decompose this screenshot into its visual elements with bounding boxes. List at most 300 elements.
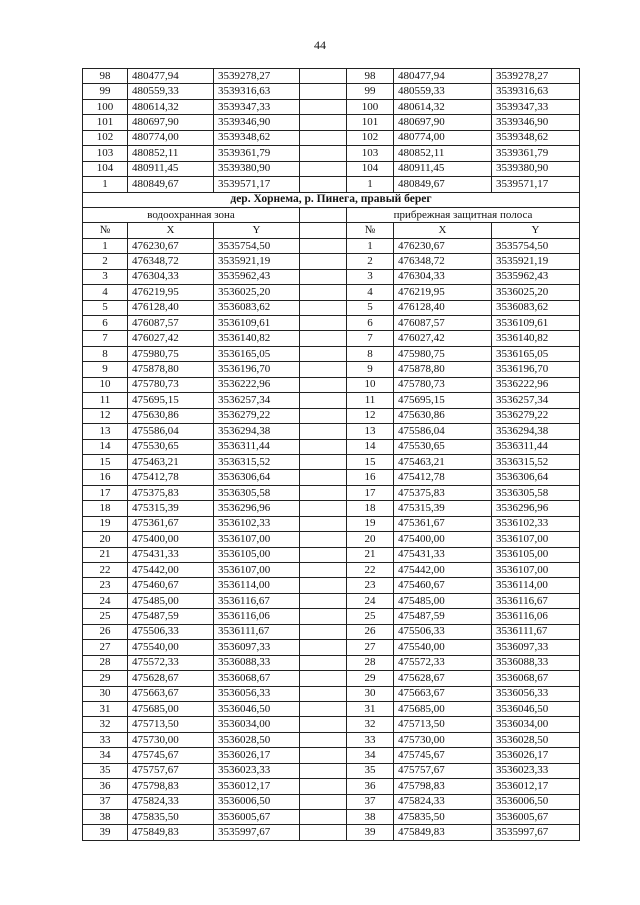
table-row: [83, 748, 580, 763]
right-point-number: 17: [347, 485, 394, 500]
left-point-number: 26: [83, 624, 128, 639]
table-row: [83, 454, 580, 469]
right-point-number: 12: [347, 408, 394, 423]
right-x-value: 475798,83: [394, 779, 492, 794]
coordinates-table: [82, 68, 580, 841]
section-title: дер. Хорнема, р. Пинега, правый берег: [83, 192, 580, 207]
left-y-value: 3536102,33: [214, 516, 300, 531]
left-x-value: 480852,11: [128, 146, 214, 161]
left-y-value: 3536028,50: [214, 732, 300, 747]
column-gap: [300, 748, 347, 763]
right-y-value: 3536107,00: [492, 532, 580, 547]
left-x-value: 475745,67: [128, 748, 214, 763]
table-row: [83, 516, 580, 531]
right-x-value: 475663,67: [394, 686, 492, 701]
column-gap: [300, 454, 347, 469]
right-x-value: 475695,15: [394, 393, 492, 408]
right-point-number: 6: [347, 316, 394, 331]
right-point-number: 18: [347, 501, 394, 516]
right-x-value: 480697,90: [394, 115, 492, 130]
column-gap: [300, 223, 347, 238]
column-gap: [300, 377, 347, 392]
right-point-number: 37: [347, 794, 394, 809]
right-point-number: 9: [347, 362, 394, 377]
right-point-number: 38: [347, 810, 394, 825]
left-x-value: 475780,73: [128, 377, 214, 392]
right-y-value: 3539278,27: [492, 69, 580, 84]
left-x-value: 476348,72: [128, 254, 214, 269]
column-gap: [300, 300, 347, 315]
left-y-value: 3536140,82: [214, 331, 300, 346]
left-y-value: 3539348,62: [214, 130, 300, 145]
right-x-value: 475442,00: [394, 563, 492, 578]
right-x-value: 475431,33: [394, 547, 492, 562]
column-gap: [300, 825, 347, 840]
column-gap: [300, 609, 347, 624]
left-y-value: 3536222,96: [214, 377, 300, 392]
left-y-value: 3536109,61: [214, 316, 300, 331]
left-point-number: 3: [83, 269, 128, 284]
right-y-value: 3539316,63: [492, 84, 580, 99]
right-point-number: 35: [347, 763, 394, 778]
right-x-value: 480477,94: [394, 69, 492, 84]
right-y-value: 3536034,00: [492, 717, 580, 732]
table-row: [83, 763, 580, 778]
table-row: [83, 470, 580, 485]
left-point-number: 10: [83, 377, 128, 392]
right-y-value: 3536068,67: [492, 671, 580, 686]
right-y-value: 3535997,67: [492, 825, 580, 840]
section-header: [83, 192, 580, 238]
right-point-number: 24: [347, 593, 394, 608]
left-y-value: 3536012,17: [214, 779, 300, 794]
right-y-value: 3536111,67: [492, 624, 580, 639]
left-point-number: 1: [83, 238, 128, 253]
table-row: [83, 794, 580, 809]
left-y-value: 3536116,67: [214, 593, 300, 608]
left-y-value: 3536025,20: [214, 285, 300, 300]
left-x-value: 480697,90: [128, 115, 214, 130]
right-x-value: 475412,78: [394, 470, 492, 485]
left-y-value: 3539571,17: [214, 177, 300, 192]
left-y-value: 3536305,58: [214, 485, 300, 500]
table-row: [83, 331, 580, 346]
left-point-number: 31: [83, 701, 128, 716]
column-gap: [300, 671, 347, 686]
left-point-number: 25: [83, 609, 128, 624]
table-row: [83, 655, 580, 670]
right-y-value: 3536107,00: [492, 563, 580, 578]
section-rows: [83, 238, 580, 840]
table-row: [83, 578, 580, 593]
right-x-value: 475400,00: [394, 532, 492, 547]
right-point-number: 5: [347, 300, 394, 315]
right-x-value: 476230,67: [394, 238, 492, 253]
left-y-value: 3536114,00: [214, 578, 300, 593]
table-row: [83, 732, 580, 747]
left-point-number: 7: [83, 331, 128, 346]
right-point-number: 27: [347, 640, 394, 655]
column-gap: [300, 115, 347, 130]
left-y-value: 3536005,67: [214, 810, 300, 825]
right-y-value: 3539347,33: [492, 99, 580, 114]
right-point-number: 34: [347, 748, 394, 763]
right-point-number: 33: [347, 732, 394, 747]
right-x-value: 475628,67: [394, 671, 492, 686]
left-point-number: 38: [83, 810, 128, 825]
table-row: [83, 130, 580, 145]
column-gap: [300, 346, 347, 361]
left-point-number: 20: [83, 532, 128, 547]
left-y-value: 3536006,50: [214, 794, 300, 809]
column-gap: [300, 285, 347, 300]
left-point-number: 101: [83, 115, 128, 130]
left-y-value: 3539346,90: [214, 115, 300, 130]
right-y-value: 3536006,50: [492, 794, 580, 809]
left-point-number: 27: [83, 640, 128, 655]
left-point-number: 13: [83, 424, 128, 439]
column-gap: [300, 763, 347, 778]
table-row: [83, 269, 580, 284]
column-gap: [300, 362, 347, 377]
right-x-value: 480911,45: [394, 161, 492, 176]
left-y-value: 3536165,05: [214, 346, 300, 361]
right-x-value: 475463,21: [394, 454, 492, 469]
column-gap: [300, 655, 347, 670]
right-point-number: 1: [347, 238, 394, 253]
left-x-value: 475460,67: [128, 578, 214, 593]
table-row: [83, 254, 580, 269]
right-y-value: 3536102,33: [492, 516, 580, 531]
left-point-number: 30: [83, 686, 128, 701]
right-y-value: 3536294,38: [492, 424, 580, 439]
column-gap: [300, 717, 347, 732]
right-x-value: 475315,39: [394, 501, 492, 516]
column-gap: [300, 794, 347, 809]
left-y-value: 3539347,33: [214, 99, 300, 114]
right-y-value: 3536025,20: [492, 285, 580, 300]
right-y-value: 3536046,50: [492, 701, 580, 716]
column-gap: [300, 146, 347, 161]
left-zone-label: водоохранная зона: [83, 207, 300, 222]
left-y-value: 3536068,67: [214, 671, 300, 686]
left-x-value: 480774,00: [128, 130, 214, 145]
right-y-value: 3536165,05: [492, 346, 580, 361]
right-point-number: 1: [347, 177, 394, 192]
right-x-value: 475878,80: [394, 362, 492, 377]
left-point-number: 5: [83, 300, 128, 315]
right-y-value: 3536105,00: [492, 547, 580, 562]
left-point-number: 37: [83, 794, 128, 809]
left-y-value: 3536279,22: [214, 408, 300, 423]
left-point-number: 23: [83, 578, 128, 593]
right-y-value: 3536109,61: [492, 316, 580, 331]
left-y-value: 3536311,44: [214, 439, 300, 454]
right-point-number: 4: [347, 285, 394, 300]
right-x-value: 475757,67: [394, 763, 492, 778]
column-gap: [300, 593, 347, 608]
left-x-value: 475530,65: [128, 439, 214, 454]
left-point-number: 98: [83, 69, 128, 84]
top-rows: [83, 69, 580, 193]
right-y-value: 3536116,06: [492, 609, 580, 624]
left-header-number: №: [83, 223, 128, 238]
left-x-value: 475431,33: [128, 547, 214, 562]
table-row: [83, 238, 580, 253]
column-gap: [300, 254, 347, 269]
right-point-number: 20: [347, 532, 394, 547]
table-row: [83, 825, 580, 840]
right-y-value: 3536257,34: [492, 393, 580, 408]
right-y-value: 3536026,17: [492, 748, 580, 763]
left-x-value: 475757,67: [128, 763, 214, 778]
left-y-value: 3536257,34: [214, 393, 300, 408]
column-gap: [300, 161, 347, 176]
table-row: [83, 810, 580, 825]
right-point-number: 7: [347, 331, 394, 346]
left-point-number: 103: [83, 146, 128, 161]
column-gap: [300, 640, 347, 655]
column-gap: [300, 701, 347, 716]
table-row: [83, 640, 580, 655]
right-x-value: 476219,95: [394, 285, 492, 300]
right-point-number: 29: [347, 671, 394, 686]
table-row: [83, 393, 580, 408]
left-y-value: 3539316,63: [214, 84, 300, 99]
left-point-number: 8: [83, 346, 128, 361]
left-x-value: 475663,67: [128, 686, 214, 701]
left-x-value: 475487,59: [128, 609, 214, 624]
right-x-value: 475745,67: [394, 748, 492, 763]
right-y-value: 3536315,52: [492, 454, 580, 469]
right-x-value: 475375,83: [394, 485, 492, 500]
left-y-value: 3536111,67: [214, 624, 300, 639]
right-y-value: 3536097,33: [492, 640, 580, 655]
column-gap: [300, 779, 347, 794]
left-y-value: 3536296,96: [214, 501, 300, 516]
left-point-number: 9: [83, 362, 128, 377]
column-gap: [300, 238, 347, 253]
right-x-value: 480849,67: [394, 177, 492, 192]
right-point-number: 22: [347, 563, 394, 578]
right-y-value: 3536028,50: [492, 732, 580, 747]
left-x-value: 475506,33: [128, 624, 214, 639]
right-x-value: 475487,59: [394, 609, 492, 624]
column-gap: [300, 578, 347, 593]
column-gap: [300, 393, 347, 408]
left-x-value: 475463,21: [128, 454, 214, 469]
right-point-number: 102: [347, 130, 394, 145]
left-x-value: 475835,50: [128, 810, 214, 825]
left-y-value: 3536116,06: [214, 609, 300, 624]
column-gap: [300, 532, 347, 547]
left-point-number: 2: [83, 254, 128, 269]
column-gap: [300, 501, 347, 516]
left-point-number: 16: [83, 470, 128, 485]
left-y-value: 3536105,00: [214, 547, 300, 562]
right-y-value: 3535921,19: [492, 254, 580, 269]
right-x-value: 475685,00: [394, 701, 492, 716]
table-row: [83, 563, 580, 578]
right-point-number: 39: [347, 825, 394, 840]
left-x-value: 480911,45: [128, 161, 214, 176]
right-point-number: 11: [347, 393, 394, 408]
left-x-value: 475630,86: [128, 408, 214, 423]
right-x-value: 476348,72: [394, 254, 492, 269]
right-point-number: 15: [347, 454, 394, 469]
column-gap: [300, 624, 347, 639]
left-x-value: 475485,00: [128, 593, 214, 608]
left-y-value: 3536026,17: [214, 748, 300, 763]
right-point-number: 30: [347, 686, 394, 701]
right-y-value: 3536296,96: [492, 501, 580, 516]
column-gap: [300, 470, 347, 485]
left-point-number: 102: [83, 130, 128, 145]
table-row: [83, 547, 580, 562]
left-x-value: 475540,00: [128, 640, 214, 655]
column-gap: [300, 69, 347, 84]
left-x-value: 475586,04: [128, 424, 214, 439]
left-x-value: 475442,00: [128, 563, 214, 578]
table-row: [83, 346, 580, 361]
table-row: [83, 377, 580, 392]
right-point-number: 3: [347, 269, 394, 284]
left-x-value: 475849,83: [128, 825, 214, 840]
column-gap: [300, 84, 347, 99]
table-row: [83, 609, 580, 624]
table-row: [83, 717, 580, 732]
left-point-number: 24: [83, 593, 128, 608]
table-row: [83, 362, 580, 377]
table-row: [83, 424, 580, 439]
right-x-value: 480852,11: [394, 146, 492, 161]
right-point-number: 100: [347, 99, 394, 114]
right-point-number: 21: [347, 547, 394, 562]
right-point-number: 98: [347, 69, 394, 84]
right-header-x: X: [394, 223, 492, 238]
right-point-number: 99: [347, 84, 394, 99]
left-point-number: 33: [83, 732, 128, 747]
right-x-value: 476087,57: [394, 316, 492, 331]
left-x-value: 480559,33: [128, 84, 214, 99]
table-row: [83, 701, 580, 716]
left-y-value: 3535997,67: [214, 825, 300, 840]
left-x-value: 475685,00: [128, 701, 214, 716]
left-x-value: 476027,42: [128, 331, 214, 346]
left-x-value: 476230,67: [128, 238, 214, 253]
column-gap: [300, 516, 347, 531]
section-title-row: [83, 192, 580, 207]
right-y-value: 3539346,90: [492, 115, 580, 130]
column-gap: [300, 439, 347, 454]
right-x-value: 475980,75: [394, 346, 492, 361]
right-x-value: 475586,04: [394, 424, 492, 439]
left-point-number: 1: [83, 177, 128, 192]
left-x-value: 475315,39: [128, 501, 214, 516]
column-gap: [300, 810, 347, 825]
left-point-number: 17: [83, 485, 128, 500]
right-zone-label: прибрежная защитная полоса: [347, 207, 580, 222]
right-point-number: 13: [347, 424, 394, 439]
right-point-number: 31: [347, 701, 394, 716]
right-x-value: 475485,00: [394, 593, 492, 608]
right-x-value: 480774,00: [394, 130, 492, 145]
right-y-value: 3536005,67: [492, 810, 580, 825]
left-x-value: 476128,40: [128, 300, 214, 315]
column-gap: [300, 130, 347, 145]
left-point-number: 32: [83, 717, 128, 732]
column-gap: [300, 686, 347, 701]
right-x-value: 475572,33: [394, 655, 492, 670]
right-point-number: 26: [347, 624, 394, 639]
right-x-value: 475713,50: [394, 717, 492, 732]
right-x-value: 475506,33: [394, 624, 492, 639]
table-row: [83, 624, 580, 639]
column-gap: [300, 331, 347, 346]
right-x-value: 480614,32: [394, 99, 492, 114]
table-row: [83, 532, 580, 547]
right-point-number: 36: [347, 779, 394, 794]
column-gap: [300, 177, 347, 192]
right-x-value: 475630,86: [394, 408, 492, 423]
right-point-number: 8: [347, 346, 394, 361]
right-y-value: 3536088,33: [492, 655, 580, 670]
left-y-value: 3536097,33: [214, 640, 300, 655]
left-y-value: 3536088,33: [214, 655, 300, 670]
left-y-value: 3536306,64: [214, 470, 300, 485]
left-header-x: X: [128, 223, 214, 238]
left-point-number: 28: [83, 655, 128, 670]
left-point-number: 6: [83, 316, 128, 331]
page-number: 44: [314, 38, 326, 52]
left-y-value: 3536107,00: [214, 563, 300, 578]
left-y-value: 3539278,27: [214, 69, 300, 84]
left-x-value: 476087,57: [128, 316, 214, 331]
column-gap: [300, 485, 347, 500]
left-x-value: 480477,94: [128, 69, 214, 84]
table-row: [83, 115, 580, 130]
left-y-value: 3536294,38: [214, 424, 300, 439]
left-y-value: 3539380,90: [214, 161, 300, 176]
column-gap: [300, 563, 347, 578]
left-y-value: 3536196,70: [214, 362, 300, 377]
left-x-value: 475412,78: [128, 470, 214, 485]
right-y-value: 3536116,67: [492, 593, 580, 608]
left-y-value: 3535754,50: [214, 238, 300, 253]
column-gap: [300, 316, 347, 331]
table-row: [83, 779, 580, 794]
left-point-number: 19: [83, 516, 128, 531]
right-y-value: 3536114,00: [492, 578, 580, 593]
column-gap: [300, 424, 347, 439]
left-point-number: 18: [83, 501, 128, 516]
right-y-value: 3536306,64: [492, 470, 580, 485]
table-row: [83, 84, 580, 99]
right-y-value: 3536196,70: [492, 362, 580, 377]
right-x-value: 475824,33: [394, 794, 492, 809]
right-point-number: 23: [347, 578, 394, 593]
table-row: [83, 593, 580, 608]
right-x-value: 475361,67: [394, 516, 492, 531]
right-x-value: 476027,42: [394, 331, 492, 346]
column-gap: [300, 207, 347, 222]
left-point-number: 4: [83, 285, 128, 300]
right-x-value: 480559,33: [394, 84, 492, 99]
right-y-value: 3536140,82: [492, 331, 580, 346]
left-point-number: 36: [83, 779, 128, 794]
right-header-y: Y: [492, 223, 580, 238]
left-y-value: 3536083,62: [214, 300, 300, 315]
